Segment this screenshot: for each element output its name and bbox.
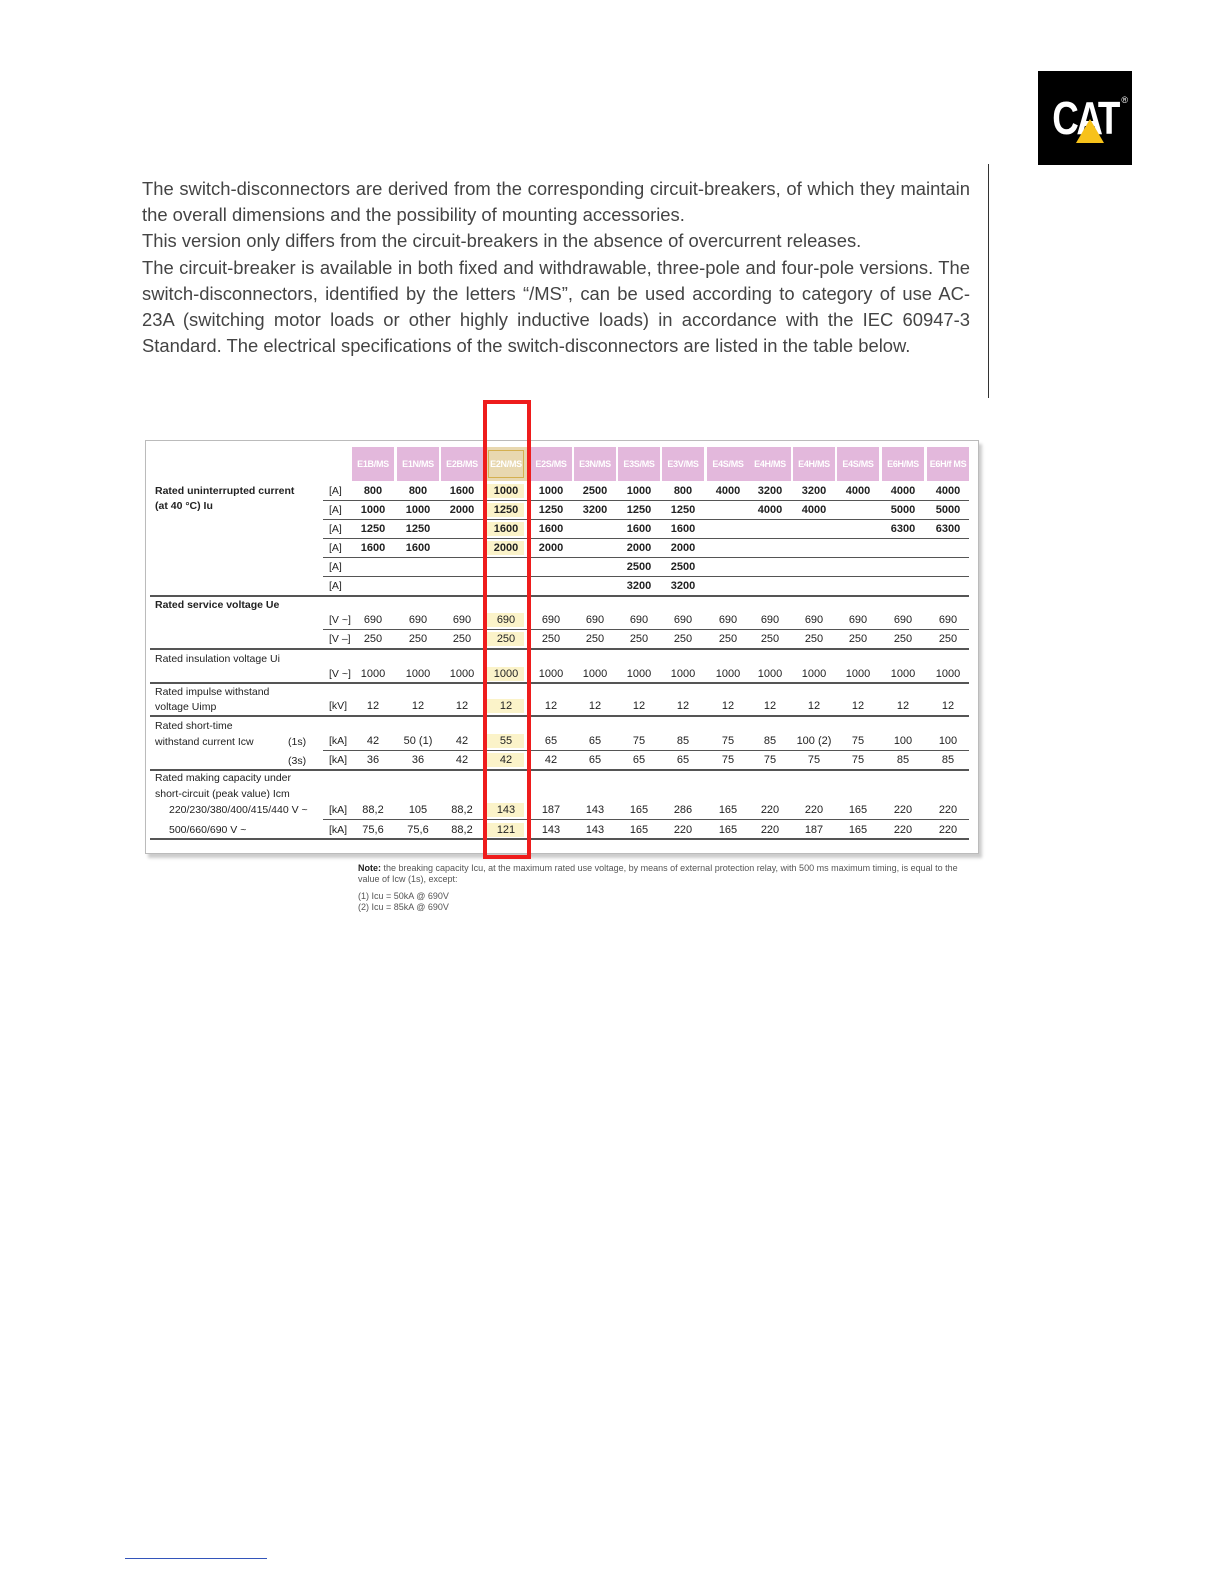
table-cell: 50 (1)	[403, 735, 433, 747]
label-icm-2: short-circuit (peak value) Icm	[155, 788, 290, 800]
table-cell: 12	[941, 700, 955, 712]
column-header: E3V/MS	[662, 447, 704, 481]
column-header: E1B/MS	[352, 447, 394, 481]
table-cell: 88,2	[362, 804, 384, 816]
table-cell: 165	[629, 804, 649, 816]
table-cell: 690	[938, 614, 958, 626]
table-cell: 2000	[670, 542, 696, 554]
table-cell: 12	[499, 700, 513, 712]
label-icm-b: 500/660/690 V ~	[169, 824, 247, 836]
table-cell: 187	[541, 804, 561, 816]
table-cell: 1000	[670, 668, 696, 680]
note-label: Note:	[358, 863, 381, 873]
table-cell: 220	[938, 824, 958, 836]
table-rule	[323, 819, 969, 820]
table-cell: 2000	[449, 504, 475, 516]
table-cell: 55	[499, 735, 513, 747]
table-cell: 4000	[845, 485, 871, 497]
table-cell: 250	[673, 633, 693, 645]
table-cell: 690	[541, 614, 561, 626]
table-cell: 12	[721, 700, 735, 712]
row-unit: [V –]	[329, 633, 351, 645]
table-rule	[323, 750, 969, 751]
row-unit: [kA]	[329, 804, 348, 816]
table-cell: 250	[541, 633, 561, 645]
table-rule	[150, 648, 969, 650]
table-cell: 75,6	[362, 824, 384, 836]
table-cell: 42	[455, 754, 469, 766]
column-header: E3N/MS	[574, 447, 616, 481]
table-cell: 165	[848, 804, 868, 816]
registered-mark: ®	[1121, 95, 1128, 105]
table-cell: 165	[718, 824, 738, 836]
table-cell: 105	[408, 804, 428, 816]
table-cell: 4000	[890, 485, 916, 497]
table-cell: 85	[763, 735, 777, 747]
table-cell: 800	[363, 485, 383, 497]
logo-triangle-icon	[1076, 119, 1104, 143]
table-cell: 690	[673, 614, 693, 626]
table-cell: 4000	[801, 504, 827, 516]
table-cell: 250	[893, 633, 913, 645]
table-cell: 250	[452, 633, 472, 645]
label-icm-1: Rated making capacity under	[155, 772, 291, 784]
table-cell: 690	[452, 614, 472, 626]
table-cell: 250	[363, 633, 383, 645]
row-unit: [kA]	[329, 824, 348, 836]
table-cell: 250	[629, 633, 649, 645]
label-icw-3s: (3s)	[288, 755, 307, 767]
table-cell: 42	[455, 735, 469, 747]
table-cell: 250	[585, 633, 605, 645]
table-cell: 6300	[890, 523, 916, 535]
table-cell: 36	[366, 754, 380, 766]
table-cell: 2500	[626, 561, 652, 573]
table-cell: 75	[763, 754, 777, 766]
table-cell: 1000	[845, 668, 871, 680]
table-cell: 1250	[538, 504, 564, 516]
table-rule	[323, 500, 969, 501]
footnote-1: (1) Icu = 50kA @ 690V	[358, 891, 449, 901]
table-cell: 100 (2)	[796, 735, 832, 747]
table-cell: 12	[588, 700, 602, 712]
intro-text	[142, 176, 970, 359]
table-cell: 12	[632, 700, 646, 712]
table-cell: 1250	[493, 504, 519, 516]
table-cell: 65	[676, 754, 690, 766]
table-cell: 42	[544, 754, 558, 766]
column-header: E6H/MS	[882, 447, 924, 481]
table-rule	[323, 538, 969, 539]
table-cell: 4000	[715, 485, 741, 497]
table-cell: 85	[941, 754, 955, 766]
label-icw-1: Rated short-time	[155, 720, 233, 732]
label-uimp-2: voltage Uimp	[155, 701, 217, 713]
column-header: E6H/f MS	[927, 447, 969, 481]
column-header: E4S/MS	[837, 447, 879, 481]
intro-paragraph: The circuit-breaker is available in both fixed and withdrawable, three-pole and four-pole versions. The switch-disconnectors, identified by the letters “/MS”, can be used according to category of use AC-23A (switching motor loads or other highly inductive loads) in accordance with the IEC 60947-3 Standard. The electrical specifications of the switch-disconnectors are listed in the table below.	[142, 256, 970, 357]
table-rule	[323, 576, 969, 577]
label-iu-1: Rated uninterrupted current	[155, 485, 295, 497]
margin-rule	[988, 164, 989, 398]
row-unit: [kA]	[329, 735, 348, 747]
table-cell: 1000	[626, 668, 652, 680]
label-ui: Rated insulation voltage Ui	[155, 653, 280, 665]
table-cell: 12	[544, 700, 558, 712]
table-cell: 1000	[626, 485, 652, 497]
column-header: E3S/MS	[618, 447, 660, 481]
table-rule	[150, 715, 969, 717]
table-cell: 1250	[405, 523, 431, 535]
table-cell: 690	[496, 614, 516, 626]
table-cell: 100	[893, 735, 913, 747]
row-unit: [kV]	[329, 700, 348, 712]
table-cell: 2000	[626, 542, 652, 554]
table-cell: 1600	[493, 523, 519, 535]
table-cell: 800	[408, 485, 428, 497]
table-cell: 143	[585, 824, 605, 836]
table-cell: 3200	[670, 580, 696, 592]
table-cell: 250	[408, 633, 428, 645]
table-cell: 690	[848, 614, 868, 626]
table-cell: 5000	[890, 504, 916, 516]
table-cell: 1600	[405, 542, 431, 554]
table-cell: 1600	[538, 523, 564, 535]
column-header: E2B/MS	[441, 447, 483, 481]
table-cell: 88,2	[451, 804, 473, 816]
logo-text: CAT	[1052, 92, 1118, 144]
label-uimp-1: Rated impulse withstand	[155, 686, 270, 698]
table-cell: 12	[366, 700, 380, 712]
table-cell: 143	[496, 804, 516, 816]
row-unit: [V ~]	[329, 614, 351, 626]
table-cell: 3200	[626, 580, 652, 592]
table-cell: 2500	[582, 485, 608, 497]
table-cell: 3200	[801, 485, 827, 497]
row-unit: [A]	[329, 504, 342, 516]
table-cell: 100	[938, 735, 958, 747]
label-ue: Rated service voltage Ue	[155, 599, 280, 611]
table-cell: 1000	[493, 485, 519, 497]
intro-paragraph: This version only differs from the circuit-breakers in the absence of overcurrent releases.	[142, 230, 862, 252]
label-icm-a: 220/230/380/400/415/440 V ~	[169, 804, 308, 816]
highlight-frame	[483, 400, 531, 859]
row-unit: [A]	[329, 580, 342, 592]
table-cell: 690	[585, 614, 605, 626]
table-cell: 1000	[449, 668, 475, 680]
row-unit: [A]	[329, 523, 342, 535]
table-cell: 1000	[405, 668, 431, 680]
table-cell: 690	[363, 614, 383, 626]
table-cell: 1000	[715, 668, 741, 680]
table-cell: 250	[718, 633, 738, 645]
table-rule	[150, 838, 969, 840]
column-header: E2S/MS	[530, 447, 572, 481]
table-cell: 250	[804, 633, 824, 645]
label-iu-2: (at 40 °C) Iu	[155, 500, 213, 512]
table-cell: 75	[632, 735, 646, 747]
cat-logo	[1038, 71, 1132, 165]
column-header: E4H/MS	[749, 447, 791, 481]
column-header: E4S/MS	[707, 447, 749, 481]
table-cell: 85	[676, 735, 690, 747]
table-cell: 1600	[449, 485, 475, 497]
table-cell: 75	[721, 735, 735, 747]
column-header: E2N/MS	[485, 447, 527, 481]
column-header: E1N/MS	[397, 447, 439, 481]
table-cell: 1000	[801, 668, 827, 680]
table-cell: 165	[629, 824, 649, 836]
table-cell: 12	[411, 700, 425, 712]
table-cell: 250	[496, 633, 516, 645]
table-cell: 1600	[626, 523, 652, 535]
table-cell: 6300	[935, 523, 961, 535]
table-cell: 187	[804, 824, 824, 836]
table-rule	[150, 682, 969, 684]
table-cell: 690	[408, 614, 428, 626]
table-cell: 220	[893, 824, 913, 836]
table-cell: 36	[411, 754, 425, 766]
table-cell: 12	[763, 700, 777, 712]
table-cell: 1250	[670, 504, 696, 516]
table-cell: 690	[893, 614, 913, 626]
table-cell: 286	[673, 804, 693, 816]
table-cell: 42	[499, 754, 513, 766]
table-cell: 3200	[582, 504, 608, 516]
table-cell: 88,2	[451, 824, 473, 836]
table-cell: 4000	[757, 504, 783, 516]
table-note	[358, 863, 972, 913]
table-cell: 2500	[670, 561, 696, 573]
table-cell: 1600	[360, 542, 386, 554]
table-cell: 165	[848, 824, 868, 836]
table-cell: 250	[760, 633, 780, 645]
table-rule	[150, 769, 969, 771]
note-text: the breaking capacity Icu, at the maximum rated use voltage, by means of external protection relay, with 500 ms maximum timing, is equal to the value of Icw (1s), except:	[358, 863, 958, 884]
table-cell: 690	[760, 614, 780, 626]
table-rule	[150, 595, 969, 597]
table-cell: 65	[544, 735, 558, 747]
table-cell: 75	[721, 754, 735, 766]
table-cell: 1000	[757, 668, 783, 680]
row-unit: [A]	[329, 485, 342, 497]
table-cell: 75	[851, 735, 865, 747]
intro-paragraph: The switch-disconnectors are derived from the corresponding circuit-breakers, of which they maintain the overall dimensions and the possibility of mounting accessories.	[142, 178, 970, 226]
table-cell: 1000	[538, 668, 564, 680]
table-cell: 1000	[935, 668, 961, 680]
table-cell: 250	[938, 633, 958, 645]
table-cell: 5000	[935, 504, 961, 516]
table-cell: 121	[496, 824, 516, 836]
table-cell: 3200	[757, 485, 783, 497]
table-rule	[323, 519, 969, 520]
table-cell: 12	[896, 700, 910, 712]
table-cell: 1000	[582, 668, 608, 680]
table-cell: 1250	[360, 523, 386, 535]
table-cell: 85	[896, 754, 910, 766]
footnote-2: (2) Icu = 85kA @ 690V	[358, 902, 449, 912]
table-rule	[323, 557, 969, 558]
table-cell: 1000	[890, 668, 916, 680]
footer-rule	[125, 1558, 267, 1559]
table-cell: 2000	[538, 542, 564, 554]
row-unit: [A]	[329, 542, 342, 554]
table-cell: 1000	[538, 485, 564, 497]
table-cell: 75	[807, 754, 821, 766]
table-cell: 65	[588, 754, 602, 766]
table-cell: 12	[851, 700, 865, 712]
table-cell: 220	[760, 824, 780, 836]
table-cell: 4000	[935, 485, 961, 497]
table-cell: 1000	[360, 504, 386, 516]
table-cell: 12	[807, 700, 821, 712]
table-cell: 143	[541, 824, 561, 836]
table-cell: 1250	[626, 504, 652, 516]
table-cell: 12	[676, 700, 690, 712]
table-cell: 143	[585, 804, 605, 816]
table-cell: 220	[673, 824, 693, 836]
table-cell: 220	[938, 804, 958, 816]
table-cell: 220	[760, 804, 780, 816]
table-cell: 2000	[493, 542, 519, 554]
column-header: E4H/MS	[793, 447, 835, 481]
table-cell: 65	[632, 754, 646, 766]
specifications-table	[145, 440, 979, 854]
table-cell: 220	[893, 804, 913, 816]
table-cell: 42	[366, 735, 380, 747]
table-cell: 165	[718, 804, 738, 816]
table-cell: 250	[848, 633, 868, 645]
table-cell: 12	[455, 700, 469, 712]
table-cell: 1600	[670, 523, 696, 535]
table-cell: 75	[851, 754, 865, 766]
table-cell: 1000	[360, 668, 386, 680]
table-cell: 1000	[493, 668, 519, 680]
table-cell: 690	[629, 614, 649, 626]
row-unit: [A]	[329, 561, 342, 573]
label-icw-1s: (1s)	[288, 736, 307, 748]
table-cell: 65	[588, 735, 602, 747]
table-rule	[323, 629, 969, 630]
row-unit: [kA]	[329, 754, 348, 766]
table-cell: 690	[718, 614, 738, 626]
table-cell: 800	[673, 485, 693, 497]
table-cell: 220	[804, 804, 824, 816]
table-cell: 690	[804, 614, 824, 626]
table-cell: 75,6	[407, 824, 429, 836]
label-icw-2: withstand current Icw	[155, 736, 254, 748]
table-cell: 1000	[405, 504, 431, 516]
row-unit: [V ~]	[329, 668, 351, 680]
